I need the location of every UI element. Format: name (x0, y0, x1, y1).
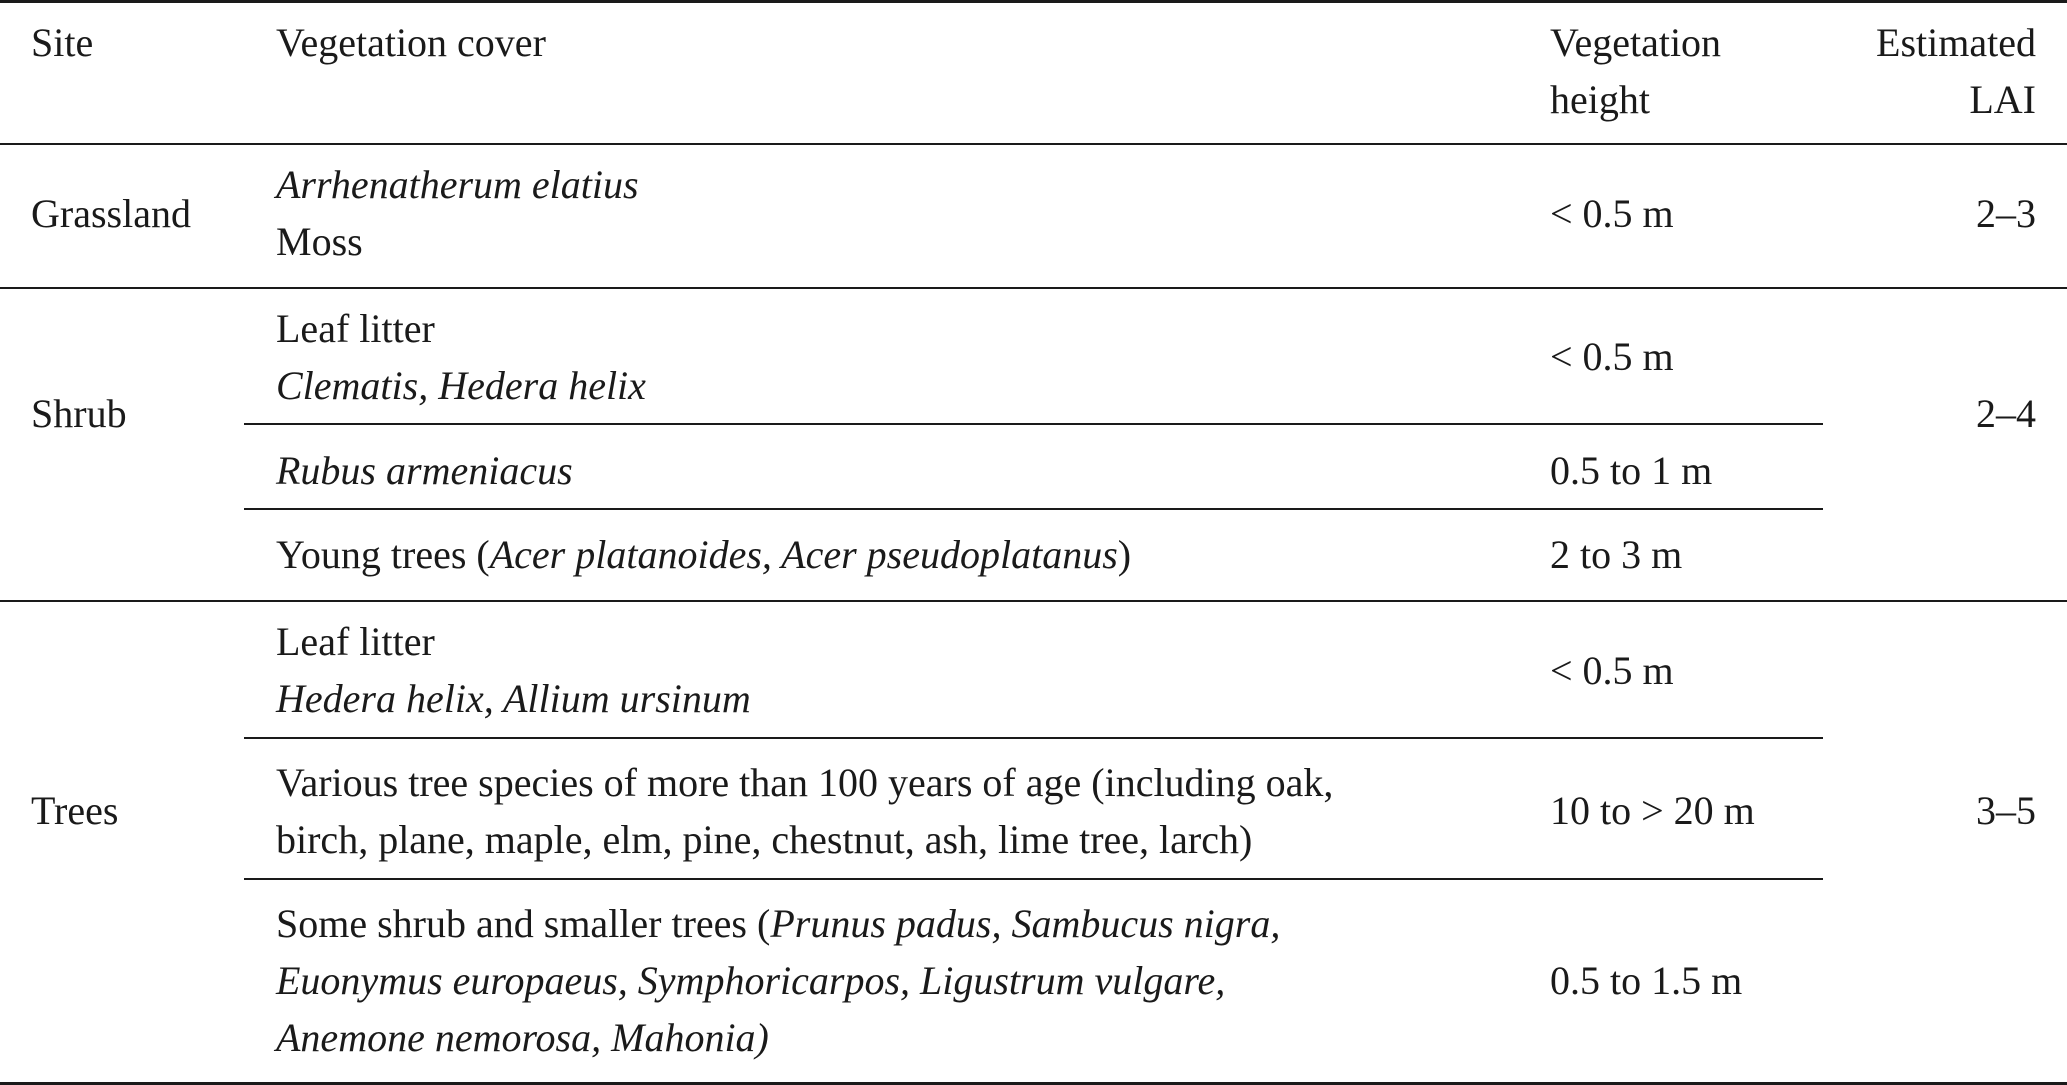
grassland-rule (0, 287, 2067, 289)
trees-site: Trees (31, 788, 119, 833)
trees-lai: 3–5 (1976, 788, 2036, 833)
header-rule (0, 143, 2067, 145)
shrub-height-1: < 0.5 m (1550, 334, 1674, 379)
shrub-lai: 2–4 (1976, 391, 2036, 436)
grassland-cover-line-2: Moss (276, 219, 363, 264)
grassland-cover (276, 156, 639, 270)
grassland-site: Grassland (31, 191, 191, 236)
grassland-height: < 0.5 m (1550, 191, 1674, 236)
header-lai (1876, 14, 2036, 128)
trees-height-2: 10 to > 20 m (1550, 788, 1755, 833)
shrub-cover-3-species: Acer platanoides, Acer pseudoplatanus (489, 532, 1118, 577)
trees-cover-3-species: Prunus padus, Sambucus nigra, (770, 901, 1281, 946)
shrub-subrule-1 (244, 423, 1823, 425)
shrub-cover-1-line-1: Leaf litter (276, 306, 435, 351)
header-height-line-2: height (1550, 77, 1650, 122)
trees-cover-2-line-2: birch, plane, maple, elm, pine, chestnut, ash, lime tree, larch) (276, 817, 1253, 862)
trees-cover-3-pre: Some shrub and smaller trees ( (276, 901, 771, 946)
header-height (1550, 14, 1721, 128)
trees-cover-1-line-1: Leaf litter (276, 619, 435, 664)
trees-cover-3-line-3: Anemone nemorosa, Mahonia) (276, 1015, 769, 1060)
trees-cover-2 (276, 754, 1333, 868)
shrub-cover-3 (276, 526, 1131, 583)
trees-subrule-2 (244, 878, 1823, 880)
shrub-cover-3-post: ) (1117, 532, 1132, 577)
shrub-cover-3-pre: Young trees ( (276, 532, 490, 577)
header-height-line-1: Vegetation (1550, 20, 1722, 65)
trees-cover-3-line-1 (276, 895, 1280, 952)
shrub-cover-2: Rubus armeniacus (276, 448, 573, 493)
shrub-rule (0, 600, 2067, 602)
grassland-lai: 2–3 (1976, 191, 2036, 236)
grassland-cover-line-1: Arrhenatherum elatius (276, 162, 639, 207)
header-site: Site (31, 20, 94, 65)
shrub-cover-1 (276, 300, 646, 414)
header-lai-line-2: LAI (1969, 77, 2036, 122)
header-cover: Vegetation cover (276, 20, 546, 65)
trees-cover-3 (276, 895, 1280, 1066)
trees-height-1: < 0.5 m (1550, 648, 1674, 693)
trees-cover-3-line-2: Euonymus europaeus, Symphoricarpos, Ligustrum vulgare, (276, 958, 1226, 1003)
trees-height-3: 0.5 to 1.5 m (1550, 958, 1743, 1003)
shrub-cover-1-line-2: Clematis, Hedera helix (276, 363, 646, 408)
trees-cover-1-line-2: Hedera helix, Allium ursinum (276, 676, 751, 721)
header-lai-line-1: Estimated (1876, 20, 2036, 65)
shrub-height-3: 2 to 3 m (1550, 532, 1683, 577)
shrub-site: Shrub (31, 391, 127, 436)
trees-cover-2-line-1: Various tree species of more than 100 years of age (including oak, (276, 760, 1334, 805)
shrub-subrule-2 (244, 508, 1823, 510)
shrub-height-2: 0.5 to 1 m (1550, 448, 1713, 493)
top-rule (0, 0, 2067, 3)
trees-cover-1 (276, 613, 751, 727)
trees-subrule-1 (244, 737, 1823, 739)
